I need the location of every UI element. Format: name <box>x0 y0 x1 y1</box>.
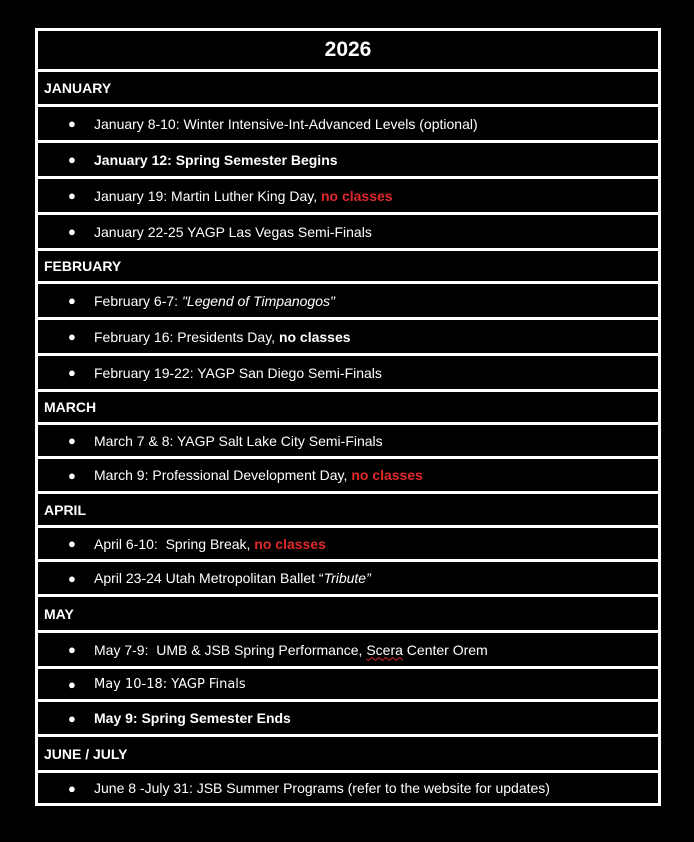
list-item <box>38 284 658 317</box>
list-item <box>38 215 658 248</box>
event-text: January 8-10: Winter Intensive-Int-Advanced Levels (optional) <box>94 115 478 132</box>
list-item <box>38 528 658 559</box>
month-heading-february <box>38 251 658 281</box>
calendar-title <box>38 31 658 69</box>
event-text: April 6-10: Spring Break, <box>94 535 255 552</box>
bullet-icon: ● <box>68 224 76 239</box>
list-item <box>38 702 658 734</box>
event-text: January 12: Spring Semester Begins <box>94 151 338 168</box>
event-title-italic: Tribute” <box>323 570 371 586</box>
list-item <box>38 459 658 491</box>
bullet-icon: ● <box>68 188 76 203</box>
list-item <box>38 320 658 353</box>
month-heading-january <box>38 72 658 104</box>
event-text-tail: Center Orem <box>402 641 488 658</box>
list-item <box>38 633 658 666</box>
month-heading-label: APRIL <box>44 501 86 518</box>
event-text: May 7-9: UMB & JSB Spring Performance, <box>94 641 367 658</box>
bullet-icon: ● <box>68 780 76 796</box>
month-heading-april <box>38 494 658 525</box>
month-heading-label: MARCH <box>44 399 97 415</box>
no-classes-note: no classes <box>278 328 351 345</box>
bullet-icon: ● <box>68 570 76 586</box>
event-text: January 19: Martin Luther King Day, <box>94 187 321 204</box>
no-classes-note: no classes <box>351 467 423 483</box>
event-text: May 10-18: YAGP Finals <box>94 676 246 692</box>
bullet-icon: ● <box>68 710 76 726</box>
year-title: 2026 <box>324 38 372 61</box>
bullet-icon: ● <box>68 329 76 344</box>
event-text: April 23-24 Utah Metropolitan Ballet “ <box>94 570 324 586</box>
month-heading-label: JANUARY <box>44 80 112 96</box>
list-item <box>38 143 658 176</box>
event-text: June 8 -July 31: JSB Summer Programs (refer to the website for updates) <box>94 780 550 796</box>
month-heading-label: FEBRUARY <box>44 258 122 274</box>
list-item <box>38 425 658 456</box>
event-text: March 9: Professional Development Day, <box>94 467 352 483</box>
list-item <box>38 356 658 389</box>
month-heading-june-july <box>38 737 658 770</box>
no-classes-note: no classes <box>254 535 326 552</box>
month-heading-label: JUNE / JULY <box>44 745 128 762</box>
event-title-italic: "Legend of Timpanogos" <box>181 292 335 309</box>
bullet-icon: ● <box>68 676 76 692</box>
bullet-icon: ● <box>68 467 76 483</box>
list-item <box>38 107 658 140</box>
bullet-icon: ● <box>68 433 76 448</box>
event-text: February 19-22: YAGP San Diego Semi-Finals <box>94 364 382 381</box>
bullet-icon: ● <box>68 536 76 551</box>
month-heading-march <box>38 392 658 422</box>
list-item <box>38 669 658 699</box>
bullet-icon: ● <box>68 293 76 308</box>
event-text: March 7 & 8: YAGP Salt Lake City Semi-Finals <box>94 432 383 449</box>
spellcheck-word: Scera <box>366 641 403 658</box>
event-text: February 16: Presidents Day, <box>94 328 279 345</box>
list-item <box>38 773 658 803</box>
month-heading-may <box>38 597 658 630</box>
bullet-icon: ● <box>68 116 76 131</box>
event-text: January 22-25 YAGP Las Vegas Semi-Finals <box>94 223 372 240</box>
no-classes-note: no classes <box>320 187 393 204</box>
calendar-table <box>35 28 661 806</box>
bullet-icon: ● <box>68 152 76 167</box>
list-item <box>38 562 658 594</box>
bullet-icon: ● <box>68 642 76 657</box>
list-item <box>38 179 658 212</box>
bullet-icon: ● <box>68 365 76 380</box>
month-heading-label: MAY <box>44 605 74 622</box>
event-text: February 6-7: <box>94 292 182 309</box>
event-text: May 9: Spring Semester Ends <box>94 710 291 726</box>
